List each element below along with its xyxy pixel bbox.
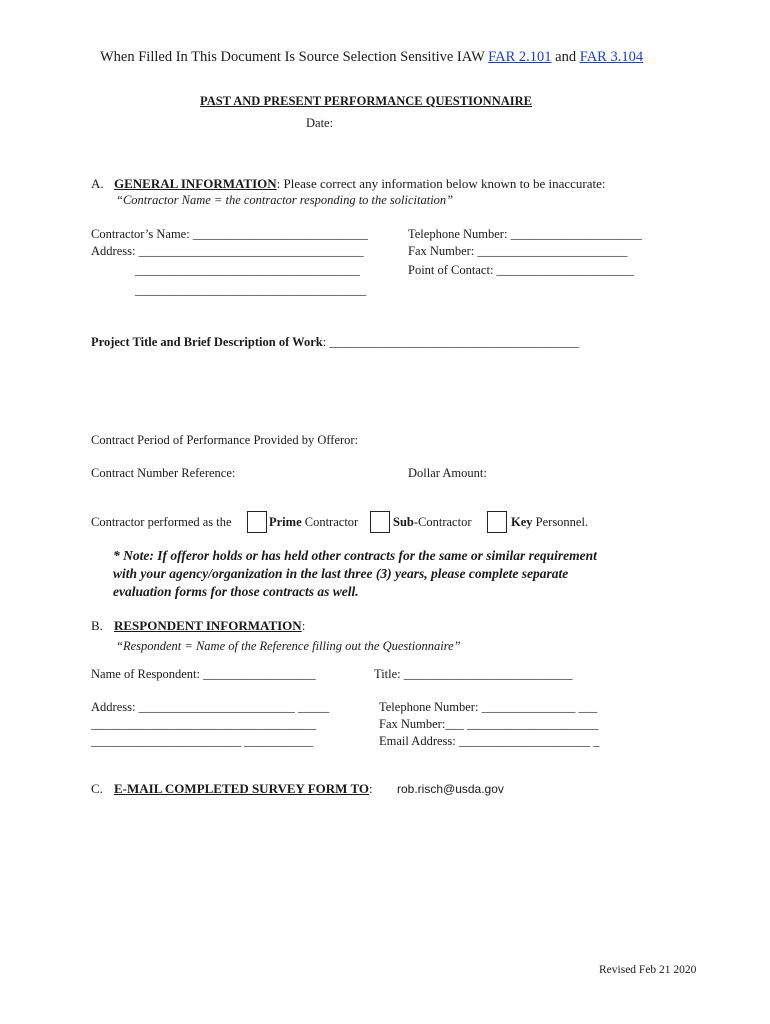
sub-contractor-label [393, 515, 471, 530]
project-title-field[interactable] [91, 335, 579, 350]
project-title-blank: : ________________________________________ [322, 335, 580, 349]
respondent-name-field[interactable]: Name of Respondent: __________________ [91, 667, 316, 681]
key-rest: Personnel. [532, 515, 589, 529]
dollar-amount-label: Dollar Amount: [408, 466, 487, 480]
sub-bold: Sub [393, 515, 414, 529]
section-b-heading: RESPONDENT INFORMATION [114, 618, 302, 633]
prime-contractor-label [269, 515, 358, 530]
sensitivity-header [100, 49, 643, 66]
section-a-marker: A. [91, 176, 104, 191]
revision-date: Revised Feb 21 2020 [599, 964, 697, 976]
contractor-address-line3[interactable]: _____________________________________ [135, 283, 367, 297]
contract-period-label: Contract Period of Performance Provided by Offeror: [91, 433, 359, 447]
key-bold: Key [511, 515, 533, 529]
section-c-heading-rest: : [369, 781, 373, 796]
respondent-address-field[interactable]: Address: _________________________ _____ [91, 700, 330, 714]
respondent-title-field[interactable]: Title: ___________________________ [374, 667, 573, 681]
contractor-name-field[interactable]: Contractor’s Name: ____________________________ [91, 227, 368, 241]
contractor-address-line2[interactable]: ____________________________________ [135, 263, 360, 277]
section-a-heading-rest: : Please correct any information below known to be inaccurate: [276, 176, 606, 191]
header-text: When Filled In This Document Is Source Selection Sensitive IAW [100, 49, 489, 65]
contractor-fax-field[interactable]: Fax Number: ________________________ [408, 244, 628, 258]
respondent-address-line2[interactable]: ____________________________________ [91, 717, 316, 731]
performed-as-label: Contractor performed as the [91, 515, 232, 529]
point-of-contact-field[interactable]: Point of Contact: ______________________ [408, 263, 635, 277]
far-2-101-link[interactable]: FAR 2.101 [488, 49, 552, 65]
far-3-104-link[interactable]: FAR 3.104 [579, 49, 644, 65]
header-and: and [551, 49, 580, 65]
contract-number-label: Contract Number Reference: [91, 466, 236, 480]
contractor-address-field[interactable]: Address: ____________________________________ [91, 244, 364, 258]
section-c-heading-line [114, 781, 373, 797]
section-b-marker: B. [91, 618, 103, 633]
key-personnel-checkbox[interactable] [487, 511, 507, 533]
prime-rest: Contractor [301, 515, 359, 529]
section-c-heading: E-MAIL COMPLETED SURVEY FORM TO [114, 781, 369, 796]
contractor-telephone-field[interactable]: Telephone Number: _____________________ [408, 227, 642, 241]
note-line-2: with your agency/organization in the last three (3) years, please complete separate [113, 566, 569, 581]
prime-bold: Prime [269, 515, 302, 529]
section-c-marker: C. [91, 781, 103, 796]
respondent-fax-field[interactable]: Fax Number:___ _____________________ [379, 717, 599, 731]
date-label: Date: [306, 116, 334, 130]
sub-contractor-checkbox[interactable] [370, 511, 390, 533]
section-b-heading-rest: : [301, 618, 306, 633]
project-title-label: Project Title and Brief Description of Work [91, 335, 323, 349]
section-a-note: “Contractor Name = the contractor responding to the solicitation” [116, 193, 454, 207]
section-a-heading: GENERAL INFORMATION [114, 176, 277, 191]
page-title: PAST AND PRESENT PERFORMANCE QUESTIONNAIRE [200, 94, 532, 108]
respondent-email-field[interactable]: Email Address: _____________________ _ [379, 734, 600, 748]
note-line-3: evaluation forms for those contracts as well. [113, 584, 359, 599]
section-b-heading-line [114, 618, 305, 634]
respondent-telephone-field[interactable]: Telephone Number: _______________ ___ [379, 700, 598, 714]
respondent-address-line3[interactable]: ________________________ ___________ [91, 734, 313, 748]
prime-checkbox[interactable] [247, 511, 267, 533]
section-b-note: “Respondent = Name of the Reference filling out the Questionnaire” [116, 639, 461, 653]
section-a-heading-line [114, 176, 606, 192]
key-personnel-label [511, 515, 588, 530]
survey-email-address[interactable]: rob.risch@usda.gov [397, 782, 504, 796]
sub-rest: -Contractor [413, 515, 472, 529]
note-line-1: * Note: If offeror holds or has held other contracts for the same or similar requirement [113, 548, 597, 563]
